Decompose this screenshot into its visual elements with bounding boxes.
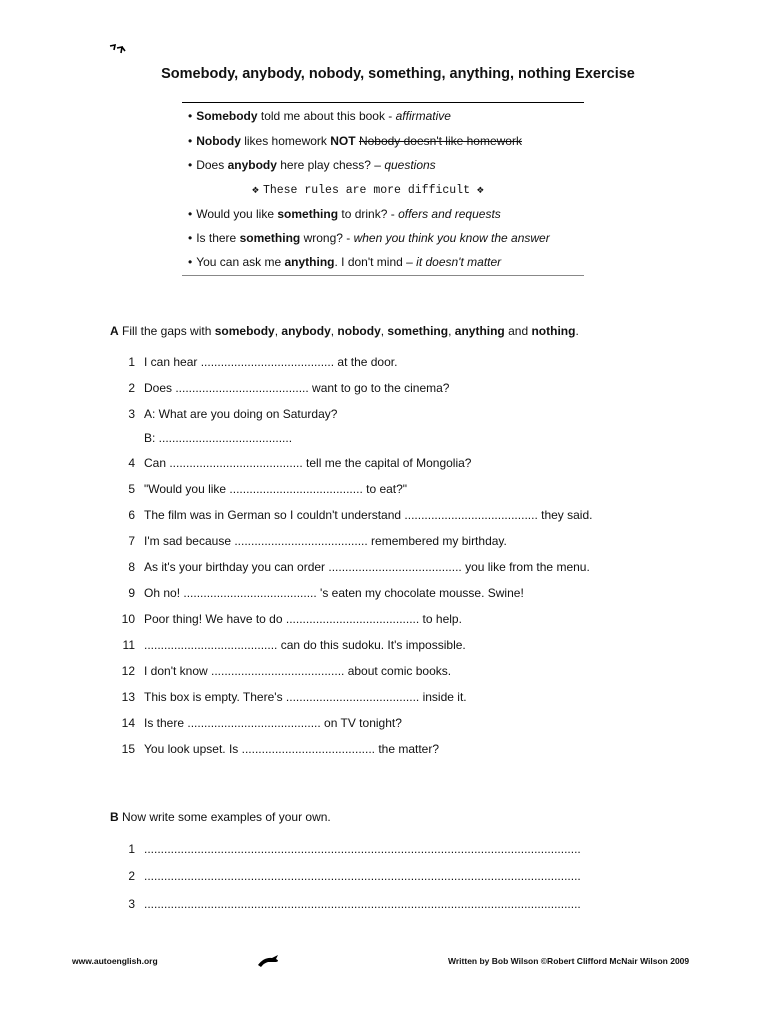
answer-line: ................................................................................................................................... [144,897,581,911]
rule-text: offers and requests [398,207,501,221]
rule-item [188,231,550,245]
rule-text: questions [384,158,436,172]
rule-text: Nobody [196,134,241,148]
question-number: 1 [128,355,135,369]
rule-text: anybody [227,158,277,172]
rule-text: wrong? - [300,231,354,245]
question-number: 6 [128,508,135,522]
rule-text: something [277,207,339,221]
question-text: The film was in German so I couldn't understand ........................................ they said. [144,508,593,522]
rule-text: it doesn't matter [416,255,502,269]
section-a-letter: A [110,324,119,338]
instruction-text: and [504,324,532,338]
question-number: 10 [121,612,135,626]
rule-item [188,255,501,269]
question-number: 15 [121,742,135,756]
question-text: You look upset. Is ........................................ the matter? [144,742,440,756]
rule-text: anything [284,255,335,269]
rule-text: You can ask me [196,255,285,269]
instruction-text: nothing [531,324,576,338]
question-number: 4 [128,456,135,470]
question-number: 2 [128,381,135,395]
bullet-icon: ❖ [252,184,259,197]
rule-text: NOT [330,134,356,148]
bullet-icon: • [188,109,193,123]
instruction-text: . [575,324,579,338]
question-text: "Would you like ........................................ to eat?" [144,482,408,496]
question-number: 7 [128,534,135,548]
answer-line-number: 2 [128,869,135,883]
instruction-text: , [448,324,455,338]
question-text: Poor thing! We have to do ........................................ to help. [144,612,462,626]
instruction-text: something [387,324,449,338]
question-text: Is there ........................................ on TV tonight? [144,716,402,730]
instruction-text: , [330,324,338,338]
rule-item [188,207,501,221]
page-title: Somebody, anybody, nobody, something, anything, nothing Exercise [161,66,635,82]
question-text: As it's your birthday you can order ........................................ you like from the menu. [144,560,590,574]
footer-website: www.autoenglish.org [72,956,158,966]
question-text: I'm sad because ........................................ remembered my birthday. [144,534,507,548]
rule-item [252,182,484,197]
instruction-text: , [380,324,388,338]
question-number: 8 [128,560,135,574]
question-number: 14 [121,716,135,730]
question-number: 12 [121,664,135,678]
bullet-icon: • [188,255,193,269]
question-number: 11 [122,638,135,652]
section-b-text: Now write some examples of your own. [118,810,331,824]
section-b-instruction [110,810,331,824]
rule-text: Would you like [196,207,278,221]
question-number: 3 [128,407,135,421]
bullet-icon: • [188,134,193,148]
instruction-text: anything [454,324,505,338]
rule-text: Nobody doesn't like homework [358,134,522,148]
dolphin-logo-icon [256,951,282,969]
question-number: 5 [128,482,135,496]
rule-text: These rules are more difficult ❖ [262,184,484,197]
question-text: A: What are you doing on Saturday? [144,407,338,421]
rule-text: something [239,231,301,245]
question-number: 9 [128,586,135,600]
answer-line: ................................................................................................................................... [144,869,581,883]
rule-item [188,109,451,123]
rule-text: here play chess? – [276,158,385,172]
rules-box [182,102,584,276]
rule-text: . I don't mind – [334,255,417,269]
instruction-text: nobody [337,324,381,338]
instruction-text: anybody [281,324,331,338]
question-text: I can hear ........................................ at the door. [144,355,398,369]
bullet-icon: • [188,207,193,221]
instruction-text: Fill the gaps with [118,324,215,338]
question-text: Can ........................................ tell me the capital of Mongolia? [144,456,472,470]
rule-item [188,158,436,172]
rule-text: Does [196,158,228,172]
answer-line-number: 3 [128,897,135,911]
rule-text: likes homework [240,134,331,148]
rule-text: told me about this book - [257,109,396,123]
question-text: This box is empty. There's ........................................ inside it. [144,690,467,704]
bullet-icon: • [188,158,193,172]
rule-text: Is there [196,231,240,245]
section-a-instruction [110,324,579,338]
answer-line-number: 1 [128,842,135,856]
rule-text: Somebody [196,109,258,123]
question-number: 13 [121,690,135,704]
rule-item [188,134,522,148]
rule-text: affirmative [395,109,451,123]
question-text: Oh no! ........................................ 's eaten my chocolate mousse. Swine! [144,586,524,600]
question-text: ........................................ can do this sudoku. It's impossible. [144,638,466,652]
bird-logo-icon [108,42,130,58]
footer-credit: Written by Bob Wilson ©Robert Clifford McNair Wilson 2009 [448,956,690,966]
instruction-text: somebody [214,324,275,338]
rule-text: to drink? - [338,207,399,221]
question-text: I don't know ........................................ about comic books. [144,664,452,678]
rule-text: when you think you know the answer [353,231,550,245]
section-b-letter: B [110,810,119,824]
question-text: Does ........................................ want to go to the cinema? [144,381,450,395]
question-text: B: ........................................ [144,431,293,445]
bullet-icon: • [188,231,193,245]
instruction-text: , [274,324,282,338]
answer-line: ................................................................................................................................... [144,842,581,856]
